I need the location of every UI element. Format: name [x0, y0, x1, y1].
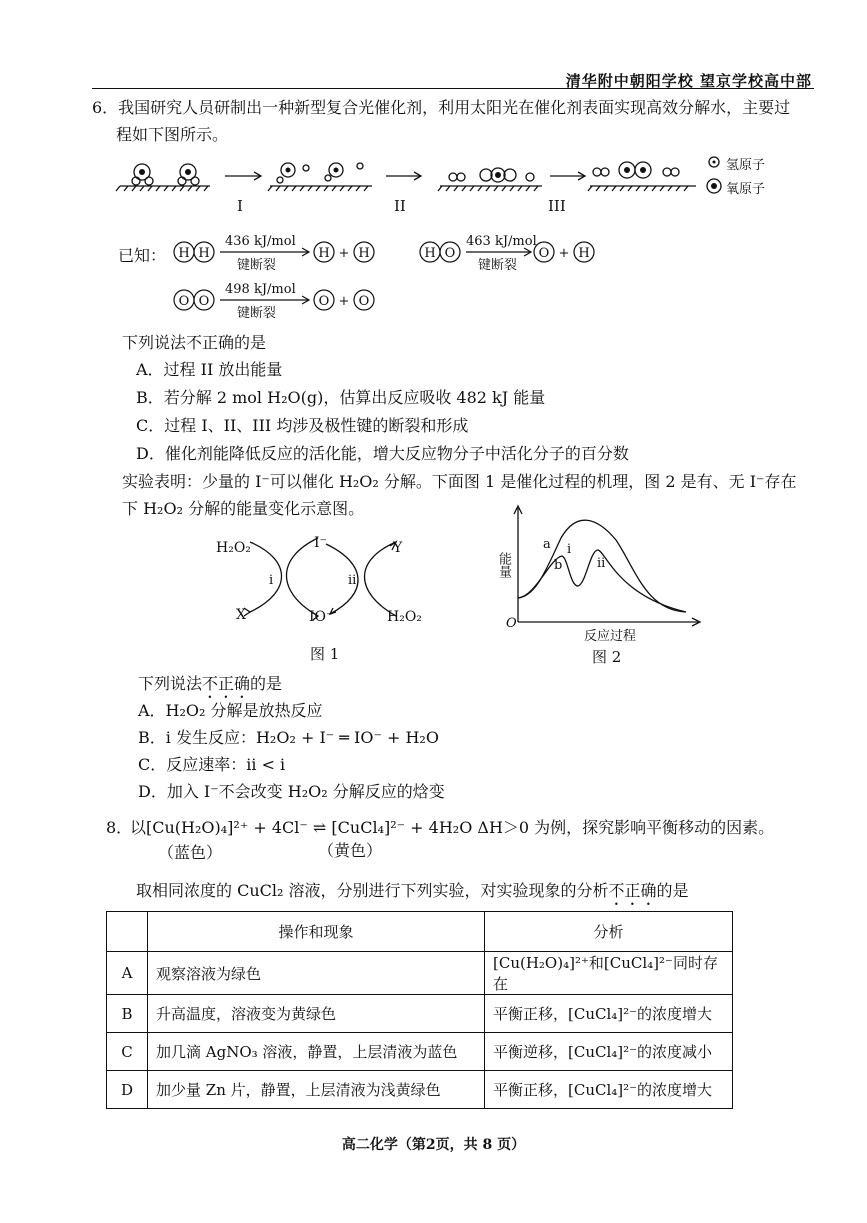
- svg-text:+: +: [338, 246, 350, 261]
- q7-option-a: A．H₂O₂ 分解是放热反应: [138, 701, 323, 720]
- page-footer: 高二化学（第2页，共 8 页）: [341, 1137, 526, 1153]
- q6-option-c: C．过程 I、II、III 均涉及极性键的断裂和形成: [136, 416, 469, 435]
- fig1-h2o2-left: H₂O₂: [216, 540, 251, 556]
- row-analysis: 平衡逆移，[CuCl₄]²⁻的浓度减小: [485, 1033, 733, 1071]
- row-analysis: [Cu(H₂O)₄]²⁺和[CuCl₄]²⁻同时存在: [485, 952, 733, 995]
- q6-option-b: B．若分解 2 mol H₂O(g)，估算出反应吸收 482 kJ 能量: [136, 388, 546, 407]
- row-letter: D: [107, 1071, 148, 1109]
- svg-text:O: O: [538, 246, 550, 261]
- table-row: [107, 1071, 733, 1109]
- process-label-3: III: [548, 197, 566, 215]
- fig1-step-ii: ii: [348, 573, 357, 588]
- svg-text:O: O: [444, 246, 456, 261]
- q6-process-diagram: [110, 150, 790, 220]
- svg-text:+: +: [338, 294, 350, 309]
- fig2-label-i: i: [567, 542, 572, 557]
- fig2-caption: 图 2: [592, 648, 622, 666]
- table-row: [107, 1033, 733, 1071]
- svg-text:O: O: [178, 294, 190, 309]
- q7-option-d: D．加入 I⁻不会改变 H₂O₂ 分解反应的焓变: [138, 782, 445, 801]
- fig2-label-a: a: [543, 537, 551, 552]
- legend-hydrogen: 氢原子: [726, 158, 766, 173]
- known-label: 已知：: [118, 246, 167, 265]
- q8-equation: 以[Cu(H₂O)₄]²⁺ + 4Cl⁻ ⇌ [CuCl₄]²⁻ + 4H₂O ΔH＞0 为例，探究影响平衡移动的因素。: [130, 818, 775, 837]
- q8-table-header: [107, 912, 733, 952]
- energy-oh-value: 463 kJ/mol: [466, 234, 537, 249]
- fig2-xlabel: 反应过程: [584, 629, 637, 644]
- q8-header-analysis: 分析: [485, 912, 733, 952]
- q7-intro-line1: 实验表明：少量的 I⁻可以催化 H₂O₂ 分解。下面图 1 是催化过程的机理，图 2 是有、无 I⁻存在: [122, 472, 797, 491]
- row-operation: 加少量 Zn 片，静置，上层清液为浅黄绿色: [148, 1071, 485, 1109]
- row-operation: 加几滴 AgNO₃ 溶液，静置，上层清液为蓝色: [148, 1033, 485, 1071]
- row-operation: 观察溶液为绿色: [148, 952, 485, 995]
- fig1-y: Y: [393, 540, 403, 556]
- fig1-io: IO⁻: [309, 609, 334, 625]
- energy-hh-caption: 键断裂: [237, 258, 277, 273]
- q7-intro-line2: 下 H₂O₂ 分解的能量变化示意图。: [122, 499, 365, 518]
- row-analysis: 平衡正移，[CuCl₄]²⁻的浓度增大: [485, 1071, 733, 1109]
- fig1-x: X: [236, 607, 246, 623]
- fig1-h2o2-right: H₂O₂: [387, 609, 422, 625]
- header-rule: [92, 88, 814, 89]
- q6-question: 下列说法不正确的是: [122, 333, 267, 352]
- q7-option-b: B．i 发生反应：H₂O₂ + I⁻ ═ IO⁻ + H₂O: [138, 728, 439, 747]
- fig2-label-ii: ii: [597, 556, 606, 571]
- table-row: [107, 952, 733, 995]
- q7-question: 下列说法不正确的是: [138, 674, 283, 693]
- fig2-label-b: b: [554, 558, 563, 573]
- q8-number: 8．: [106, 818, 133, 837]
- row-analysis: 平衡正移，[CuCl₄]²⁻的浓度增大: [485, 995, 733, 1033]
- process-label-1: I: [237, 197, 243, 215]
- q8-color-left: （蓝色）: [158, 843, 223, 862]
- q6-option-a: A．过程 II 放出能量: [136, 360, 283, 379]
- fig1-step-i: i: [269, 573, 274, 588]
- energy-oo-value: 498 kJ/mol: [225, 282, 296, 297]
- q8-instruction: 取相同浓度的 CuCl₂ 溶液，分别进行下列实验，对实验现象的分析不正确的是: [136, 881, 689, 900]
- svg-text:H: H: [178, 246, 190, 261]
- energy-oo-caption: 键断裂: [237, 306, 277, 321]
- table-row: [107, 995, 733, 1033]
- row-letter: A: [107, 952, 148, 995]
- fig1-caption: 图 1: [310, 645, 340, 663]
- energy-hh-value: 436 kJ/mol: [225, 234, 296, 249]
- row-letter: B: [107, 995, 148, 1033]
- legend-oxygen: 氧原子: [726, 182, 766, 197]
- svg-text:H: H: [198, 246, 210, 261]
- svg-text:H: H: [318, 246, 330, 261]
- fig1-iodide: I⁻: [314, 535, 327, 551]
- svg-text:O: O: [198, 294, 210, 309]
- fig2-ylabel: 能量: [496, 552, 511, 578]
- svg-text:+: +: [558, 246, 570, 261]
- svg-text:O: O: [318, 294, 330, 309]
- svg-text:H: H: [424, 246, 436, 261]
- row-letter: C: [107, 1033, 148, 1071]
- svg-text:O: O: [358, 294, 370, 309]
- energy-oh-caption: 键断裂: [478, 258, 518, 273]
- q8-table: [106, 911, 733, 1109]
- q6-stem-line1: 6．我国研究人员研制出一种新型复合光催化剂，利用太阳光在催化剂表面实现高效分解水，主要过: [92, 98, 791, 117]
- q6-stem-line2: 程如下图所示。: [116, 125, 229, 144]
- q7-option-c: C．反应速率：ii < i: [138, 755, 286, 774]
- q8-header-operation: 操作和现象: [148, 912, 485, 952]
- row-operation: 升高温度，溶液变为黄绿色: [148, 995, 485, 1033]
- svg-text:H: H: [358, 246, 370, 261]
- school-header: 清华附中朝阳学校 望京学校高中部: [565, 72, 812, 90]
- svg-text:H: H: [578, 246, 590, 261]
- fig2-origin: O: [506, 616, 517, 631]
- q8-color-right: （黄色）: [318, 841, 383, 860]
- q6-option-d: D．催化剂能降低反应的活化能，增大反应物分子中活化分子的百分数: [136, 444, 629, 463]
- q8-header-blank: [107, 912, 148, 952]
- process-label-2: II: [394, 197, 406, 215]
- fig2-energy-plot: [506, 500, 706, 630]
